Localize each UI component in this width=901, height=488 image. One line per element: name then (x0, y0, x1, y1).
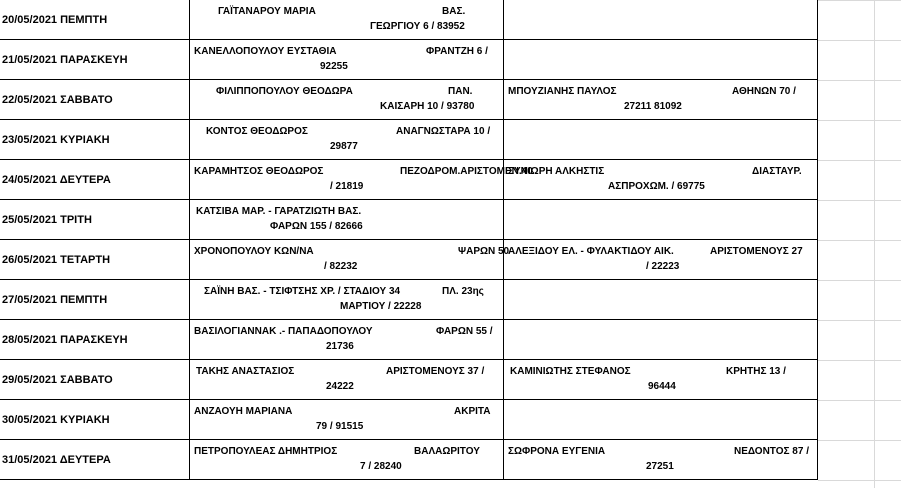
pharmacy-cell-primary[interactable] (190, 120, 504, 160)
pharmacy-address-rest: 27211 81092 (624, 101, 682, 112)
table-row (0, 240, 818, 280)
table-row (0, 0, 818, 40)
pharmacy-street: ΒΑΣ. (442, 6, 466, 17)
pharmacy-address-rest: 79 / 91515 (316, 421, 364, 432)
table-row (0, 120, 818, 160)
pharmacy-cell-secondary[interactable] (504, 400, 818, 440)
date-cell[interactable]: 21/05/2021 ΠΑΡΑΣΚΕΥΗ (0, 40, 190, 80)
pharmacy-cell-secondary[interactable] (504, 0, 818, 40)
pharmacy-address-rest: 21736 (326, 341, 354, 352)
pharmacy-name: ΚΑΝΕΛΛΟΠΟΥΛΟΥ ΕΥΣΤΑΘΙΑ (194, 46, 337, 57)
pharmacy-street: ΑΡΙΣΤΟΜΕΝΟΥΣ 37 / (386, 366, 485, 377)
pharmacy-address-rest: 96444 (648, 381, 676, 392)
table-row (0, 200, 818, 240)
pharmacy-address-rest: 24222 (326, 381, 354, 392)
pharmacy-address-rest: ΦΑΡΩΝ 155 / 82666 (270, 221, 363, 232)
pharmacy-address-rest: ΜΑΡΤΙΟΥ / 22228 (340, 301, 422, 312)
pharmacy-cell-secondary[interactable] (504, 320, 818, 360)
pharmacy-cell-primary[interactable] (190, 440, 504, 480)
pharmacy-cell-primary[interactable] (190, 200, 504, 240)
pharmacy-cell-primary[interactable] (190, 0, 504, 40)
table-row (0, 400, 818, 440)
pharmacy-name: ΣΑΪΝΗ ΒΑΣ. - ΤΣΙΦΤΣΗΣ ΧΡ. / ΣΤΑΔΙΟΥ 34 (204, 286, 401, 297)
spreadsheet-gridlines (818, 0, 901, 488)
pharmacy-name: ΣΥΝΙΩΡΗ ΑΛΚΗΣΤΙΣ (508, 166, 605, 177)
pharmacy-street: ΑΚΡΙΤΑ (454, 406, 491, 417)
date-cell[interactable]: 30/05/2021 ΚΥΡΙΑΚΗ (0, 400, 190, 440)
pharmacy-cell-primary[interactable] (190, 320, 504, 360)
pharmacy-street: ΝΕΔΟΝΤΟΣ 87 / (734, 446, 809, 457)
pharmacy-address-rest: ΚΑΙΣΑΡΗ 10 / 93780 (380, 101, 475, 112)
pharmacy-street: ΨΑΡΩΝ 50 (458, 246, 510, 257)
pharmacy-address-rest: / 82232 (324, 261, 358, 272)
pharmacy-cell-secondary[interactable] (504, 240, 818, 280)
date-cell[interactable]: 26/05/2021 ΤΕΤΑΡΤΗ (0, 240, 190, 280)
pharmacy-name: ΜΠΟΥΖΙΑΝΗΣ ΠΑΥΛΟΣ (508, 86, 617, 97)
pharmacy-cell-secondary[interactable] (504, 80, 818, 120)
pharmacy-cell-secondary[interactable] (504, 280, 818, 320)
pharmacy-name: ΣΩΦΡΟΝΑ ΕΥΓΕΝΙΑ (508, 446, 606, 457)
pharmacy-street: ΒΑΛΑΩΡΙΤΟΥ (414, 446, 480, 457)
date-cell[interactable]: 28/05/2021 ΠΑΡΑΣΚΕΥΗ (0, 320, 190, 360)
table-row (0, 280, 818, 320)
pharmacy-name: ΧΡΟΝΟΠΟΥΛΟΥ ΚΩΝ/ΝΑ (194, 246, 314, 257)
pharmacy-street: ΠΕΖΟΔΡΟΜ.ΑΡΙΣΤΟΜΕΝ.40 (400, 166, 533, 177)
pharmacy-street: ΠΛ. 23ης (442, 286, 484, 297)
pharmacy-name: ΤΑΚΗΣ ΑΝΑΣΤΑΣΙΟΣ (196, 366, 295, 377)
date-cell[interactable]: 22/05/2021 ΣΑΒΒΑΤΟ (0, 80, 190, 120)
pharmacy-cell-secondary[interactable] (504, 160, 818, 200)
table-row (0, 440, 818, 480)
pharmacy-address-rest: 92255 (320, 61, 348, 72)
pharmacy-name: ΠΕΤΡΟΠΟΥΛΕΑΣ ΔΗΜΗΤΡΙΟΣ (194, 446, 338, 457)
pharmacy-name: ΑΝΖΑΟΥΗ ΜΑΡΙΑΝΑ (194, 406, 293, 417)
pharmacy-address-rest: ΑΣΠΡΟΧΩΜ. / 69775 (608, 181, 705, 192)
table-row (0, 40, 818, 80)
date-cell[interactable]: 29/05/2021 ΣΑΒΒΑΤΟ (0, 360, 190, 400)
table-row (0, 80, 818, 120)
pharmacy-street: ΔΙΑΣΤΑΥΡ. (752, 166, 802, 177)
pharmacy-address-rest: / 22223 (646, 261, 680, 272)
pharmacy-name: ΚΟΝΤΟΣ ΘΕΟΔΩΡΟΣ (206, 126, 308, 137)
pharmacy-cell-secondary[interactable] (504, 360, 818, 400)
pharmacy-street: ΑΘΗΝΩΝ 70 / (732, 86, 796, 97)
date-cell[interactable]: 24/05/2021 ΔΕΥΤΕΡΑ (0, 160, 190, 200)
pharmacy-name: ΦΙΛΙΠΠΟΠΟΥΛΟΥ ΘΕΟΔΩΡΑ (216, 86, 353, 97)
pharmacy-cell-primary[interactable] (190, 400, 504, 440)
pharmacy-street: ΦΑΡΩΝ 55 / (436, 326, 493, 337)
pharmacy-name: ΑΛΕΞΙΔΟΥ ΕΛ. - ΦΥΛΑΚΤΙΔΟΥ ΑΙΚ. (508, 246, 674, 257)
pharmacy-street: ΑΝΑΓΝΩΣΤΑΡΑ 10 / (396, 126, 491, 137)
pharmacy-cell-secondary[interactable] (504, 40, 818, 80)
table-row (0, 360, 818, 400)
pharmacy-address-rest: ΓΕΩΡΓΙΟΥ 6 / 83952 (370, 21, 465, 32)
pharmacy-name: ΓΑΪΤΑΝΑΡΟΥ ΜΑΡΙΑ (218, 6, 316, 17)
pharmacy-name: ΚΑΤΣΙΒΑ ΜΑΡ. - ΓΑΡΑΤΖΙΩΤΗ ΒΑΣ. (196, 206, 362, 217)
table-row (0, 160, 818, 200)
date-cell[interactable]: 31/05/2021 ΔΕΥΤΕΡΑ (0, 440, 190, 480)
pharmacy-cell-primary[interactable] (190, 40, 504, 80)
pharmacy-cell-primary[interactable] (190, 360, 504, 400)
date-cell[interactable]: 20/05/2021 ΠΕΜΠΤΗ (0, 0, 190, 40)
date-cell[interactable]: 27/05/2021 ΠΕΜΠΤΗ (0, 280, 190, 320)
pharmacy-name: ΚΑΜΙΝΙΩΤΗΣ ΣΤΕΦΑΝΟΣ (510, 366, 631, 377)
pharmacy-cell-secondary[interactable] (504, 200, 818, 240)
pharmacy-name: ΒΑΣΙΛΟΓΙΑΝΝΑΚ .- ΠΑΠΑΔΟΠΟΥΛΟΥ (194, 326, 373, 337)
pharmacy-name: ΚΑΡΑΜΗΤΣΟΣ ΘΕΟΔΩΡΟΣ (194, 166, 324, 177)
pharmacy-cell-primary[interactable] (190, 240, 510, 280)
pharmacy-address-rest: 29877 (330, 141, 358, 152)
pharmacy-cell-primary[interactable] (190, 80, 504, 120)
pharmacy-cell-secondary[interactable] (504, 120, 818, 160)
pharmacy-address-rest: 27251 (646, 461, 674, 472)
table-row (0, 320, 818, 360)
pharmacy-cell-primary[interactable] (190, 280, 504, 320)
pharmacy-street: ΠΑΝ. (448, 86, 473, 97)
date-cell[interactable]: 25/05/2021 ΤΡΙΤΗ (0, 200, 190, 240)
date-cell[interactable]: 23/05/2021 ΚΥΡΙΑΚΗ (0, 120, 190, 160)
pharmacy-cell-primary[interactable] (190, 160, 533, 200)
pharmacy-address-rest: / 21819 (330, 181, 364, 192)
pharmacy-street: ΚΡΗΤΗΣ 13 / (726, 366, 786, 377)
pharmacy-address-rest: 7 / 28240 (360, 461, 402, 472)
pharmacy-cell-secondary[interactable] (504, 440, 818, 480)
pharmacy-street: ΑΡΙΣΤΟΜΕΝΟΥΣ 27 (710, 246, 803, 257)
pharmacy-street: ΦΡΑΝΤΖΗ 6 / (426, 46, 488, 57)
